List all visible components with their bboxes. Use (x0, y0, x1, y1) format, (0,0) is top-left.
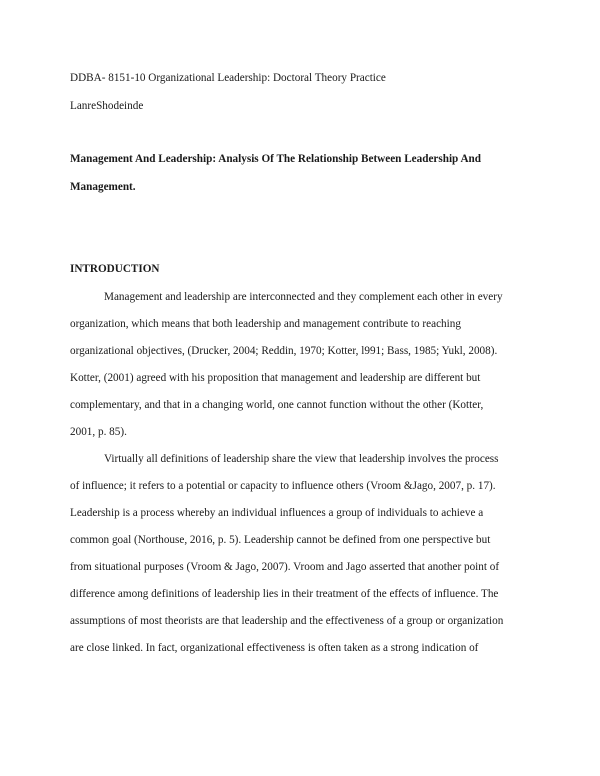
paragraph-line: 2001, p. 85). (70, 426, 127, 438)
paragraph-line: complementary, and that in a changing world, one cannot function without the other (Kotter, (70, 399, 484, 411)
section-heading: INTRODUCTION (70, 263, 160, 275)
course-header: DDBA- 8151-10 Organizational Leadership: Doctoral Theory Practice (70, 72, 386, 84)
paragraph-line: Kotter, (2001) agreed with his proposition that management and leadership are different but (70, 372, 481, 384)
paragraph-line: are close linked. In fact, organizational effectiveness is often taken as a strong indication of (70, 642, 479, 654)
paragraph-line: Virtually all definitions of leadership share the view that leadership involves the process (104, 453, 499, 465)
author-name: LanreShodeinde (70, 100, 144, 112)
paragraph-line: from situational purposes (Vroom & Jago, 2007). Vroom and Jago asserted that another point of (70, 561, 500, 573)
paragraph-line: assumptions of most theorists are that leadership and the effectiveness of a group or organization (70, 615, 504, 627)
paragraph-line: Management and leadership are interconnected and they complement each other in every (104, 291, 503, 303)
paragraph-line: difference among definitions of leadership lies in their treatment of the effects of influence. The (70, 588, 499, 600)
document-title-line-2: Management. (70, 181, 136, 193)
paragraph-line: organizational objectives, (Drucker, 2004; Reddin, 1970; Kotter, l991; Bass, 1985; Yukl, 2008). (70, 345, 498, 357)
paragraph-line: of influence; it refers to a potential or capacity to influence others (Vroom &Jago, 2007, p. 17). (70, 480, 496, 492)
document-title-line-1: Management And Leadership: Analysis Of The Relationship Between Leadership And (70, 153, 481, 165)
paragraph-line: organization, which means that both leadership and management contribute to reaching (70, 318, 461, 330)
paragraph-line: Leadership is a process whereby an individual influences a group of individuals to achieve a (70, 507, 484, 519)
paragraph-line: common goal (Northouse, 2016, p. 5). Leadership cannot be defined from one perspective but (70, 534, 491, 546)
